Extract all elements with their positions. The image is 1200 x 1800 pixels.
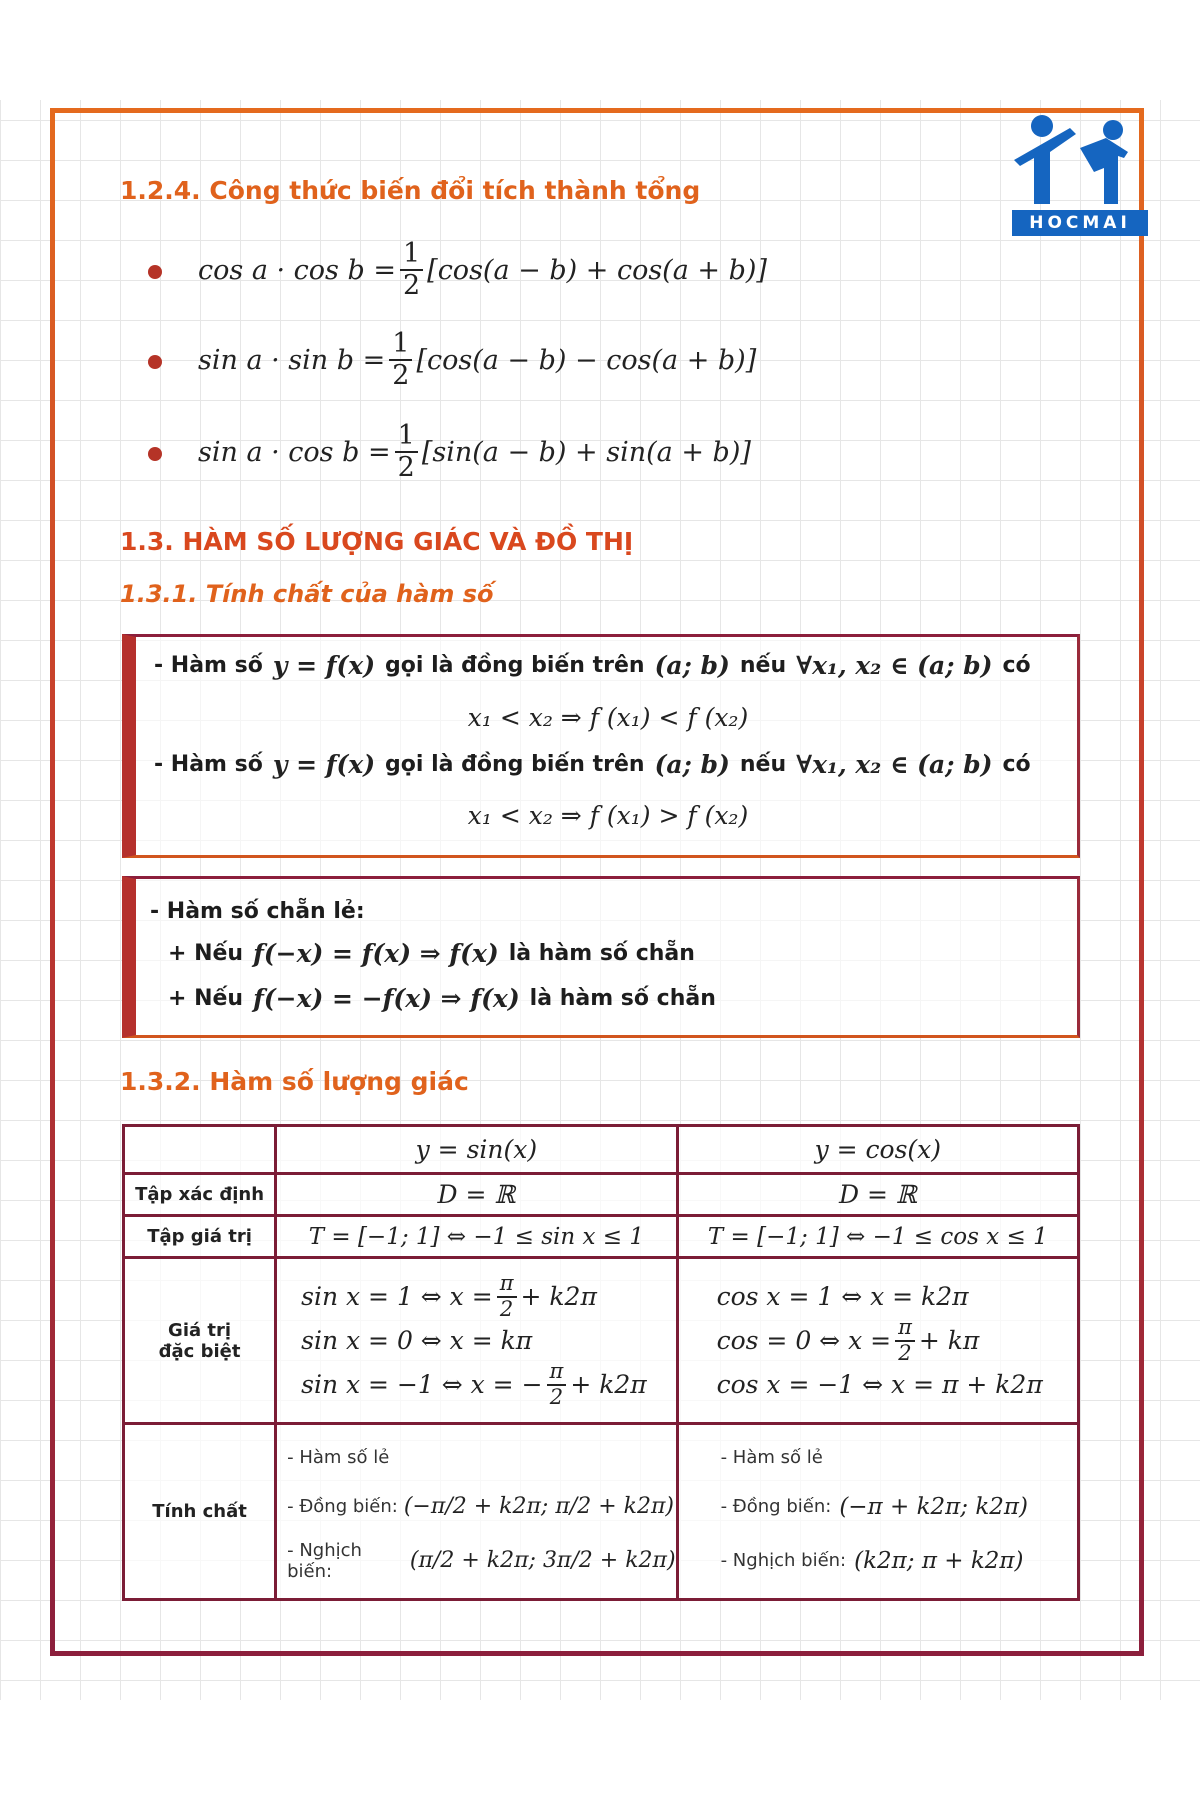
frac-num: 1	[400, 239, 423, 271]
table-row-props	[124, 1424, 1079, 1600]
row-label: Tập giá trị	[124, 1216, 276, 1258]
math: y = f(x)	[272, 750, 376, 779]
props-cos-3	[721, 1534, 1077, 1588]
frac-num: π	[547, 1360, 567, 1385]
top-margin	[0, 0, 1200, 100]
formula-lhs: sin a · sin b =	[198, 344, 386, 376]
box2-title	[150, 899, 365, 924]
fraction	[400, 239, 423, 300]
fraction	[895, 1316, 915, 1364]
text: là hàm số chẵn	[529, 986, 716, 1011]
formula-rhs: [cos(a − b) − cos(a + b)]	[416, 344, 757, 376]
math: ∀x₁, x₂ ∈ (a; b)	[796, 651, 993, 680]
math: (a; b)	[654, 651, 730, 680]
domain-cos: D = ℝ	[677, 1174, 1078, 1216]
text: - Đồng biến:	[287, 1496, 398, 1517]
math: (−π + k2π; k2π)	[839, 1493, 1028, 1520]
bottom-margin	[0, 1700, 1200, 1800]
math: + k2π	[570, 1370, 647, 1399]
text: - Đồng biến:	[720, 1496, 832, 1517]
table-row-special	[124, 1258, 1079, 1424]
text: gọi là đồng biến trên	[385, 752, 645, 777]
math: cos = 0 ⇔ x =	[716, 1326, 892, 1355]
props-sin-2	[287, 1480, 675, 1534]
props-sin-3	[287, 1534, 675, 1588]
formula-lhs: sin a · cos b =	[198, 436, 391, 468]
range-sin: T = [−1; 1] ⇔ −1 ≤ sin x ≤ 1	[276, 1216, 677, 1258]
range-cos: T = [−1; 1] ⇔ −1 ≤ cos x ≤ 1	[677, 1216, 1078, 1258]
frac-den: 2	[499, 1296, 514, 1321]
special-cos-2	[717, 1317, 1077, 1365]
math: ∀x₁, x₂ ∈ (a; b)	[796, 750, 993, 779]
math: + kπ	[918, 1326, 980, 1355]
text: - Nghịch biến:	[287, 1539, 362, 1582]
text: nếu	[739, 752, 787, 777]
row-label: Tính chất	[124, 1424, 276, 1600]
text: - Hàm số	[154, 653, 263, 678]
frac-num: π	[497, 1272, 517, 1297]
row-label	[124, 1258, 276, 1424]
fraction	[547, 1360, 567, 1408]
text: là hàm số chẵn	[508, 941, 695, 966]
text: + Nếu	[168, 941, 244, 966]
frac-num: 1	[389, 329, 412, 361]
section-title-132: 1.3.2. Hàm số lượng giác	[120, 1067, 469, 1096]
table-row-domain	[124, 1174, 1079, 1216]
logo-text: HOCMAI	[1012, 210, 1148, 236]
box2-item2	[168, 984, 716, 1013]
text: - Nghịch biến:	[720, 1550, 847, 1571]
special-cos	[677, 1258, 1078, 1424]
math: sin x = −1 ⇔ x = −	[301, 1370, 543, 1399]
special-sin-3	[301, 1361, 675, 1409]
formula-rhs: [sin(a − b) + sin(a + b)]	[421, 436, 751, 468]
table-row-range	[124, 1216, 1079, 1258]
frac-num: π	[895, 1316, 915, 1341]
bullet	[148, 265, 162, 279]
row-label-line2: đặc biệt	[158, 1340, 241, 1362]
text: có	[1002, 653, 1031, 678]
special-sin-2: sin x = 0 ⇔ x = kπ	[301, 1326, 533, 1355]
parity-box	[122, 876, 1080, 1038]
math: (a; b)	[654, 750, 730, 779]
section-title-13: 1.3. HÀM SỐ LƯỢNG GIÁC VÀ ĐỒ THỊ	[120, 527, 634, 556]
bullet	[148, 447, 162, 461]
domain-sin: D = ℝ	[276, 1174, 677, 1216]
props-sin-1: - Hàm số lẻ	[287, 1447, 390, 1468]
trig-function-table	[122, 1124, 1080, 1601]
math: y = f(x)	[272, 651, 376, 680]
frac-den: 2	[549, 1384, 564, 1409]
header-cos: y = cos(x)	[677, 1126, 1078, 1174]
text: + Nếu	[168, 986, 244, 1011]
math: (−π/2 + k2π; π/2 + k2π)	[403, 1494, 674, 1519]
box1-formula2: x₁ < x₂ ⇒ f (x₁) > f (x₂)	[467, 801, 749, 830]
math: + k2π	[520, 1282, 597, 1311]
box1-line2	[154, 750, 1031, 779]
frac-den: 2	[898, 1340, 912, 1365]
box1-formula1: x₁ < x₂ ⇒ f (x₁) < f (x₂)	[467, 703, 749, 732]
frac-den: 2	[402, 270, 421, 301]
formula-cos-cos	[198, 238, 767, 302]
row-label-line1: Giá trị	[168, 1319, 232, 1341]
formula-lhs: cos a · cos b =	[198, 254, 396, 286]
fraction	[395, 421, 418, 482]
props-cos-1: - Hàm số lẻ	[720, 1447, 823, 1468]
row-label: Tập xác định	[124, 1174, 276, 1216]
props-sin	[276, 1424, 677, 1600]
special-cos-1: cos x = 1 ⇔ x = k2π	[716, 1282, 969, 1311]
special-sin-1	[301, 1273, 675, 1321]
header-sin: y = sin(x)	[276, 1126, 677, 1174]
fraction	[389, 329, 412, 390]
props-cos	[677, 1424, 1078, 1600]
section-title-124: 1.2.4. Công thức biến đổi tích thành tổng	[120, 176, 701, 205]
box2-item1	[168, 939, 695, 968]
table-corner	[124, 1126, 276, 1174]
special-cos-3: cos x = −1 ⇔ x = π + k2π	[716, 1370, 1043, 1399]
formula-sin-sin	[198, 328, 756, 392]
table-header-row	[124, 1126, 1079, 1174]
frac-den: 2	[392, 360, 410, 391]
math: f(−x) = −f(x) ⇒ f(x)	[253, 984, 520, 1013]
math: (π/2 + k2π; 3π/2 + k2π)	[409, 1548, 676, 1573]
bullet	[148, 355, 162, 369]
fraction	[497, 1272, 517, 1320]
section-title-131: 1.3.1. Tính chất của hàm số	[120, 580, 494, 608]
special-sin	[276, 1258, 677, 1424]
formula-sin-cos	[198, 420, 751, 484]
box1-line1	[154, 651, 1031, 680]
frac-den: 2	[397, 452, 415, 483]
math: sin x = 1 ⇔ x =	[301, 1282, 493, 1311]
frac-num: 1	[395, 421, 418, 453]
text: gọi là đồng biến trên	[385, 653, 645, 678]
text: - Hàm số	[154, 752, 263, 777]
text: có	[1002, 752, 1031, 777]
text: nếu	[739, 653, 787, 678]
text: - Hàm số chẵn lẻ:	[150, 899, 365, 924]
monotonic-box	[122, 634, 1080, 858]
math: (k2π; π + k2π)	[854, 1547, 1024, 1574]
formula-rhs: [cos(a − b) + cos(a + b)]	[427, 254, 767, 286]
math: f(−x) = f(x) ⇒ f(x)	[253, 939, 499, 968]
props-cos-2	[721, 1480, 1077, 1534]
